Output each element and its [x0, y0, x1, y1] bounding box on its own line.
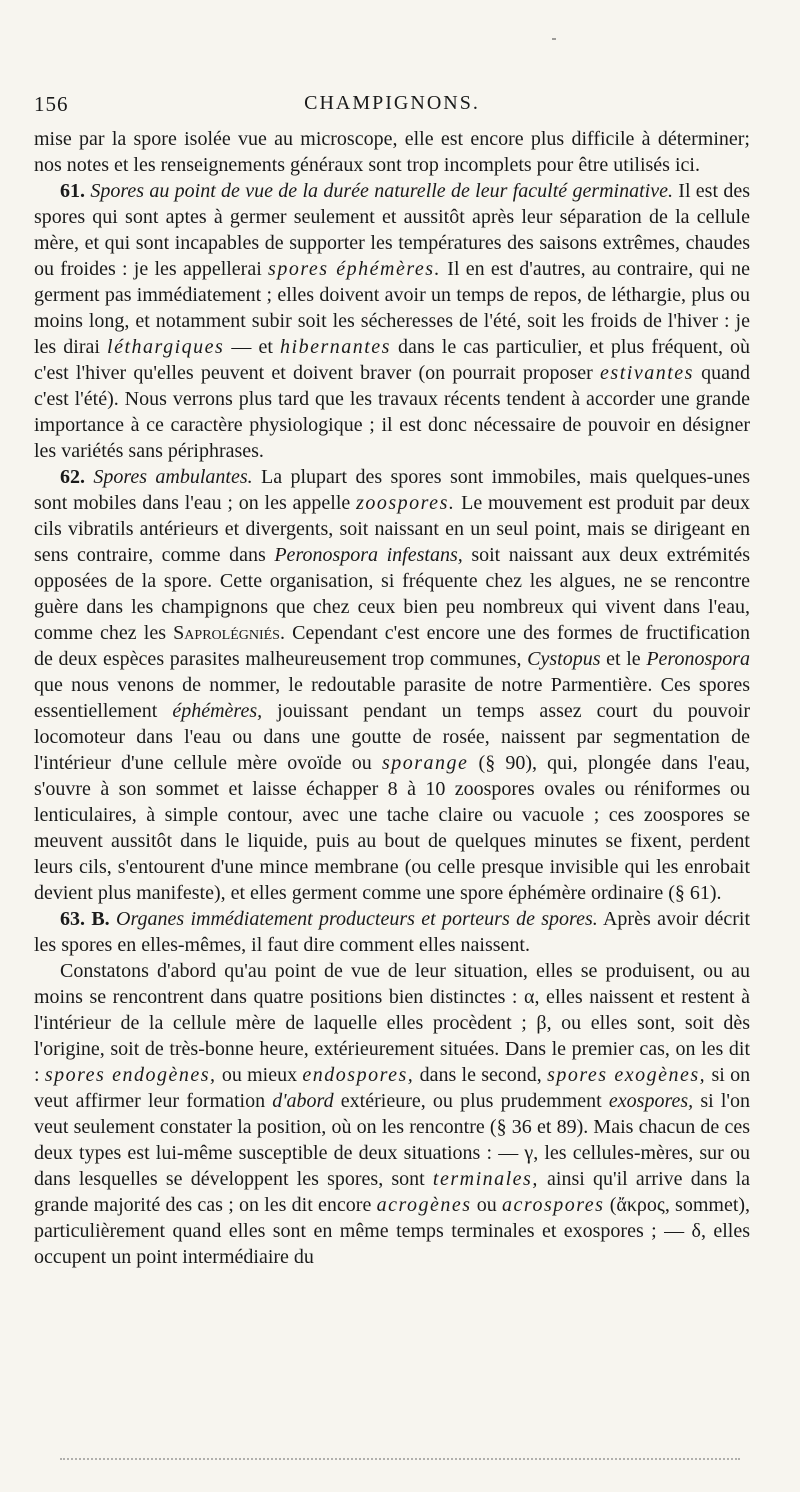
page-header [34, 92, 750, 126]
term-peronospora: Peronospora [646, 648, 751, 670]
section-title-61: Spores au point de vue de la durée naturelle de leur faculté germinative. [90, 180, 673, 202]
page-number: 156 [34, 92, 69, 116]
page-bottom-rule [60, 1458, 740, 1460]
section-title-62: Spores ambulantes. [93, 466, 253, 488]
paragraph-61: 61. Spores au point de vue de la durée naturelle de leur faculté germinative. Il est des spores qui sont aptes à germer seulement et aussitôt après leur séparation de la cellule mère, et qui sont incapables de supporter les températures des saisons extrêmes, chaudes ou froides : je les appellerai spores éphémères. Il en est d'autres, au contraire, qui ne germent pas immédiatement ; elles doivent avoir un temps de repos, de léthargie, plus ou moins long, et notamment subir soit les sécheresses de l'été, soit les froids de l'hiver : je les dirai léthargiques — et hibernantes dans le cas particulier, et plus fréquent, où c'est l'hiver qu'elles peuvent et doivent braver (on pourrait proposer estivantes quand c'est l'été). Nous verrons plus tard que les travaux récents tendent à accorder une grande importance à ce caractère physiologique ; il est donc nécessaire de pouvoir en désigner les variétés sans périphrases. [34, 180, 751, 462]
section-number-62: 62. [60, 466, 85, 488]
paragraph-continuation: mise par la spore isolée vue au microscope, elle est encore plus difficile à déterminer; nos notes et les renseignements généraux sont trop incomplets pour être utilisés ici. [34, 128, 750, 176]
term-zoospores: zoospores. [356, 492, 456, 514]
paragraph-63: 63. B. Organes immédiatement producteurs et porteurs de spores. Après avoir décrit les spores en elles-mêmes, il faut dire comment elles naissent. [34, 908, 751, 956]
term-sporange: sporange [381, 752, 469, 774]
term-cystopus: Cystopus [527, 648, 601, 670]
term-acrospores: acrospores [502, 1194, 605, 1216]
paragraph-62: 62. Spores ambulantes. La plupart des spores sont immobiles, mais quelques-unes sont mobiles dans l'eau ; on les appelle zoospores. Le mouvement est produit par deux cils vibratils antérieurs et divergents, soit naissant en un seul point, mais se dirigeant en sens contraire, comme dans Peronospora infestans, soit naissant aux deux extrémités opposées de la spore. Cette organisation, si fréquente chez les algues, ne se rencontre guère dans les champignons que chez ceux bien peu nombreux qui vivent dans l'eau, comme chez les Saprolégniés. Cependant c'est encore une des formes de fructification de deux espèces parasites malheureusement trop communes, Cystopus et le Peronospora que nous venons de nommer, le redoutable parasite de notre Parmentière. Ces spores essentiellement éphémères, jouissant pendant un temps assez court du pouvoir locomoteur dans l'eau ou dans une goutte de rosée, naissent par segmentation de l'intérieur d'une cellule mère ovoïde ou sporange (§ 90), qui, plongée dans l'eau, s'ouvre à son sommet et laisse échapper 8 à 10 zoospores ovales ou réniformes ou lenticulaires, à simple contour, avec une tache claire ou vacuole ; ces zoospores se meuvent aussitôt dans le liquide, puis au bout de quelques minutes se fixent, perdent leurs cils, s'entourent d'une mince membrane (ou celle presque invisible qui les enrobait devient plus manifeste), et elles germent comme une spore éphémère ordinaire (§ 61). [34, 466, 751, 904]
page-speck [552, 38, 556, 40]
term-ephemeres: éphémères, [172, 700, 263, 722]
running-title: CHAMPIGNONS. [304, 92, 480, 114]
page-body [34, 126, 750, 1270]
section-title-63: Organes immédiatement producteurs et porteurs de spores. [116, 908, 598, 930]
term-terminales: terminales, [432, 1168, 539, 1190]
section-number-63: 63. [60, 908, 85, 930]
section-number-61: 61. [60, 180, 85, 202]
term-acrogenes: acrogènes [376, 1194, 472, 1216]
term-spores-exogenes: spores exogènes, [547, 1064, 707, 1086]
term-exospores: exospores, [608, 1090, 694, 1112]
term-saprolegnies: Saprolégniés. [173, 622, 285, 644]
term-spores-ephemeres: spores éphémères. [268, 258, 442, 280]
term-lethargiques: léthargiques [107, 336, 225, 358]
subsection-letter: B. [91, 908, 110, 930]
term-peronospora-infestans: Peronospora infestans, [274, 544, 463, 566]
term-dabord: d'abord [272, 1090, 334, 1112]
paragraph-64: Constatons d'abord qu'au point de vue de leur situation, elles se produisent, ou au moins se rencontrent dans quatre positions bien distinctes : α, elles naissent et restent à l'intérieur de la cellule mère de laquelle elles procèdent ; β, ou elles sont, soit dès l'origine, soit de très-bonne heure, extérieurement situées. Dans le premier cas, on les dit : spores endogènes, ou mieux endospores, dans le second, spores exogènes, si on veut affirmer leur formation d'abord extérieure, ou plus prudemment exospores, si l'on veut seulement constater la position, où on les rencontre (§ 36 et 89). Mais chacun de ces deux types est lui-même susceptible de deux situations : — γ, les cellules-mères, sur ou dans lesquelles se développent les spores, sont terminales, ainsi qu'il arrive dans la grande majorité des cas ; on les dit encore acrogènes ou acrospores (ἄκρος, sommet), particulièrement quand elles sont en même temps terminales et exospores ; — δ, elles occupent un point intermédiaire du [34, 960, 751, 1268]
term-estivantes: estivantes [600, 362, 694, 384]
term-hibernantes: hibernantes [280, 336, 391, 358]
term-spores-endogenes: spores endogènes, [44, 1064, 217, 1086]
term-endospores: endospores, [302, 1064, 415, 1086]
book-page [34, 92, 750, 1270]
